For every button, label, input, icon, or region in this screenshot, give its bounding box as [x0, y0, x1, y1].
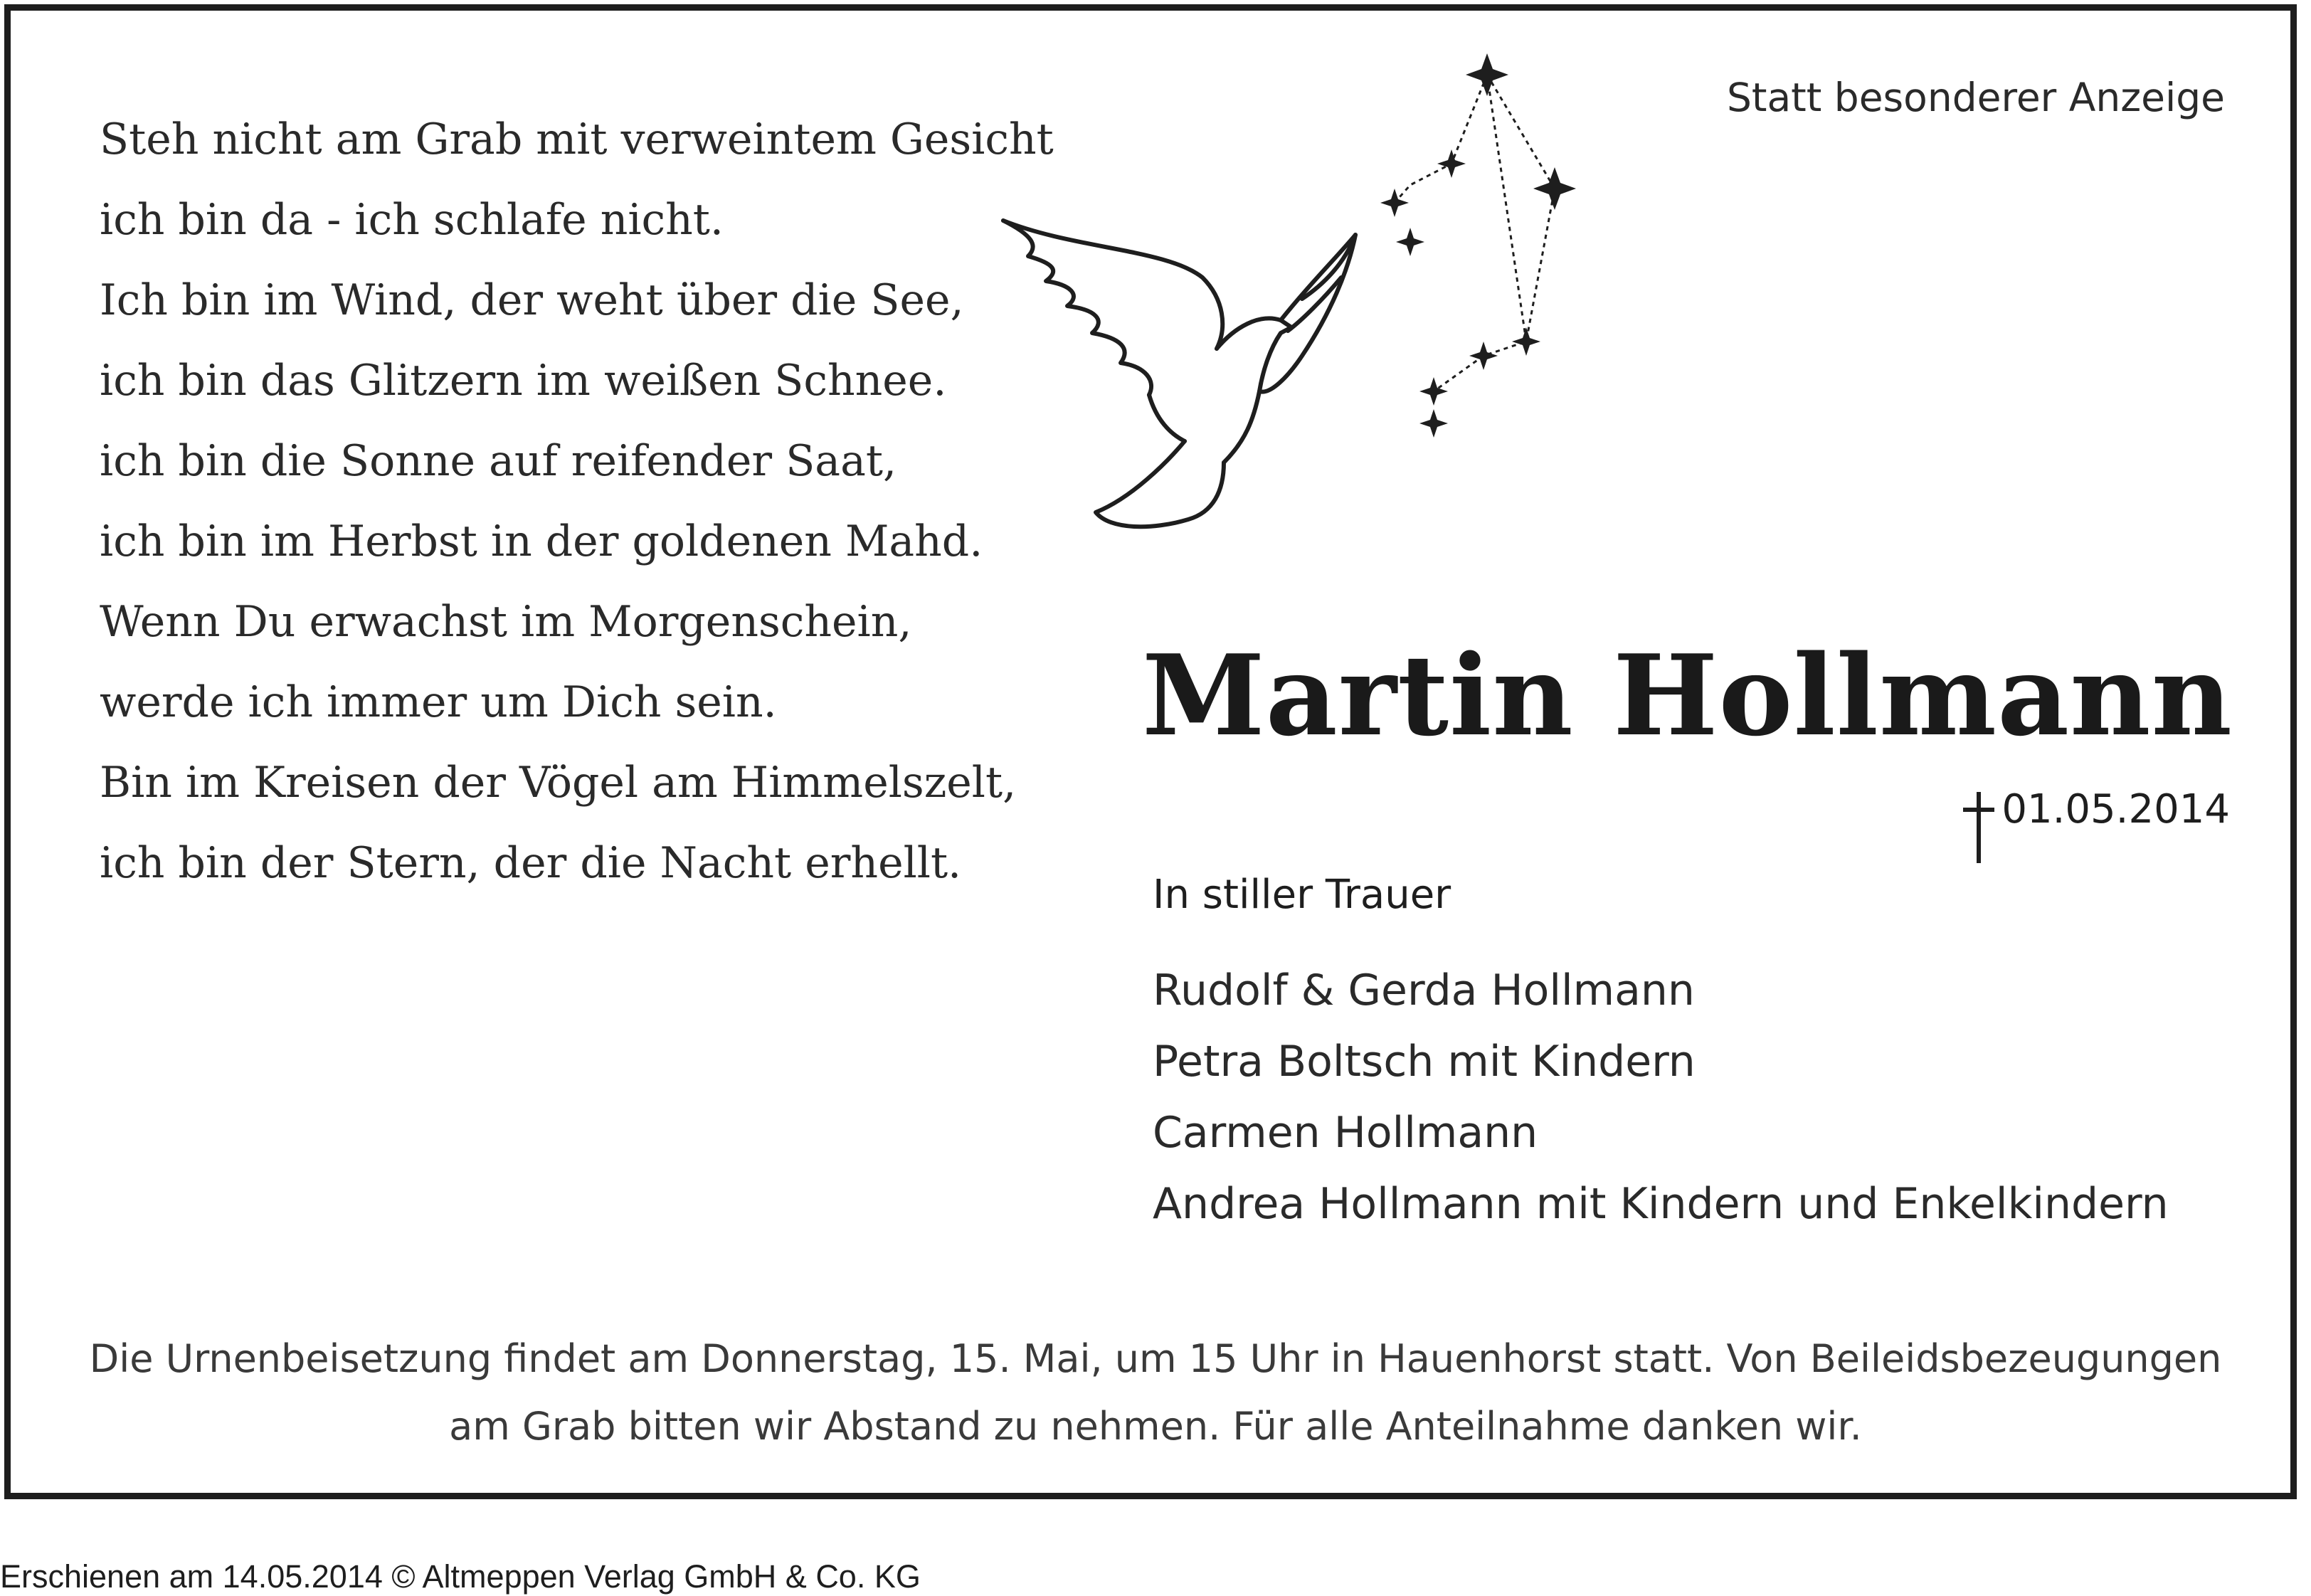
poem-line: ich bin im Herbst in der goldenen Mahd. — [100, 517, 983, 566]
poem-line: Ich bin im Wind, der weht über die See, — [100, 275, 964, 325]
poem-line: ich bin die Sonne auf reifender Saat, — [100, 436, 897, 486]
mourner-name: Petra Boltsch mit Kindern — [1153, 1037, 1696, 1087]
cross-icon — [1962, 786, 1996, 865]
constellation-icon — [1366, 43, 1708, 448]
notice-line: am Grab bitten wir Abstand zu nehmen. Für alle Anteilnahme danken wir. — [449, 1404, 1862, 1449]
poem-line: Wenn Du erwachst im Morgenschein, — [100, 597, 912, 647]
mourning-heading: In stiller Trauer — [1153, 872, 1451, 918]
mourner-name: Rudolf & Gerda Hollmann — [1153, 966, 1695, 1015]
burial-notice — [0, 1325, 2311, 1460]
poem — [100, 100, 1054, 904]
mourner-name: Carmen Hollmann — [1153, 1108, 1538, 1158]
deceased-name: Martin Hollmann — [1142, 630, 2233, 761]
mourner-name: Andrea Hollmann mit Kindern und Enkelkindern — [1153, 1179, 2169, 1229]
publication-footer: Erschienen am 14.05.2014 © Altmeppen Verlag GmbH & Co. KG — [0, 1558, 921, 1595]
header-note: Statt besonderer Anzeige — [1726, 75, 2225, 120]
poem-line: ich bin da - ich schlafe nicht. — [100, 195, 724, 245]
poem-line: Steh nicht am Grab mit verweintem Gesicht — [100, 115, 1054, 164]
poem-line: Bin im Kreisen der Vögel am Himmelszelt, — [100, 758, 1017, 808]
poem-line: ich bin der Stern, der die Nacht erhellt. — [100, 838, 962, 888]
poem-line: werde ich immer um Dich sein. — [100, 677, 777, 727]
poem-line: ich bin das Glitzern im weißen Schnee. — [100, 356, 947, 406]
mourner-list — [1153, 955, 2169, 1240]
notice-line: Die Urnenbeisetzung findet am Donnerstag, 15. Mai, um 15 Uhr in Hauenhorst statt. Von Beileidsbezeugungen — [89, 1336, 2222, 1381]
dove-icon — [989, 206, 1366, 548]
death-date: 01.05.2014 — [2001, 786, 2230, 833]
death-date-line — [1962, 786, 2230, 865]
